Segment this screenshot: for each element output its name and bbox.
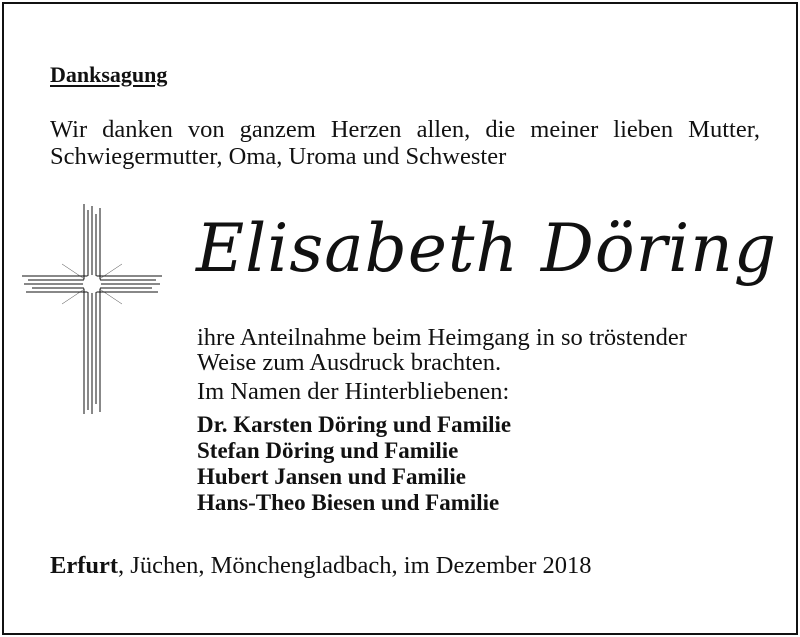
intro-text: Wir danken von ganzem Herzen allen, die meiner lieben Mutter, Schwiegermutter, Oma, Uroma und Schwester <box>50 116 760 170</box>
place-rest: , Jüchen, Mönchengladbach, im Dezember 2018 <box>118 552 592 579</box>
place-date-line <box>50 552 592 580</box>
deceased-name: Elisabeth Döring <box>196 210 777 287</box>
on-behalf-text: Im Namen der Hinterbliebenen: <box>197 378 510 405</box>
notice-heading: Danksagung <box>50 62 168 87</box>
signer-list <box>197 412 511 516</box>
signer-item: Dr. Karsten Döring und Familie <box>197 412 512 437</box>
signer-item: Hans-Theo Biesen und Familie <box>197 490 500 515</box>
cross-icon <box>22 204 162 414</box>
signer-item: Hubert Jansen und Familie <box>197 464 467 489</box>
thanks-text: ihre Anteilnahme beim Heimgang in so tröstender Weise zum Ausdruck brachten. <box>197 324 687 376</box>
place-city: Erfurt <box>50 552 119 579</box>
notice-frame <box>2 2 798 635</box>
signer-item: Stefan Döring und Familie <box>197 438 459 463</box>
